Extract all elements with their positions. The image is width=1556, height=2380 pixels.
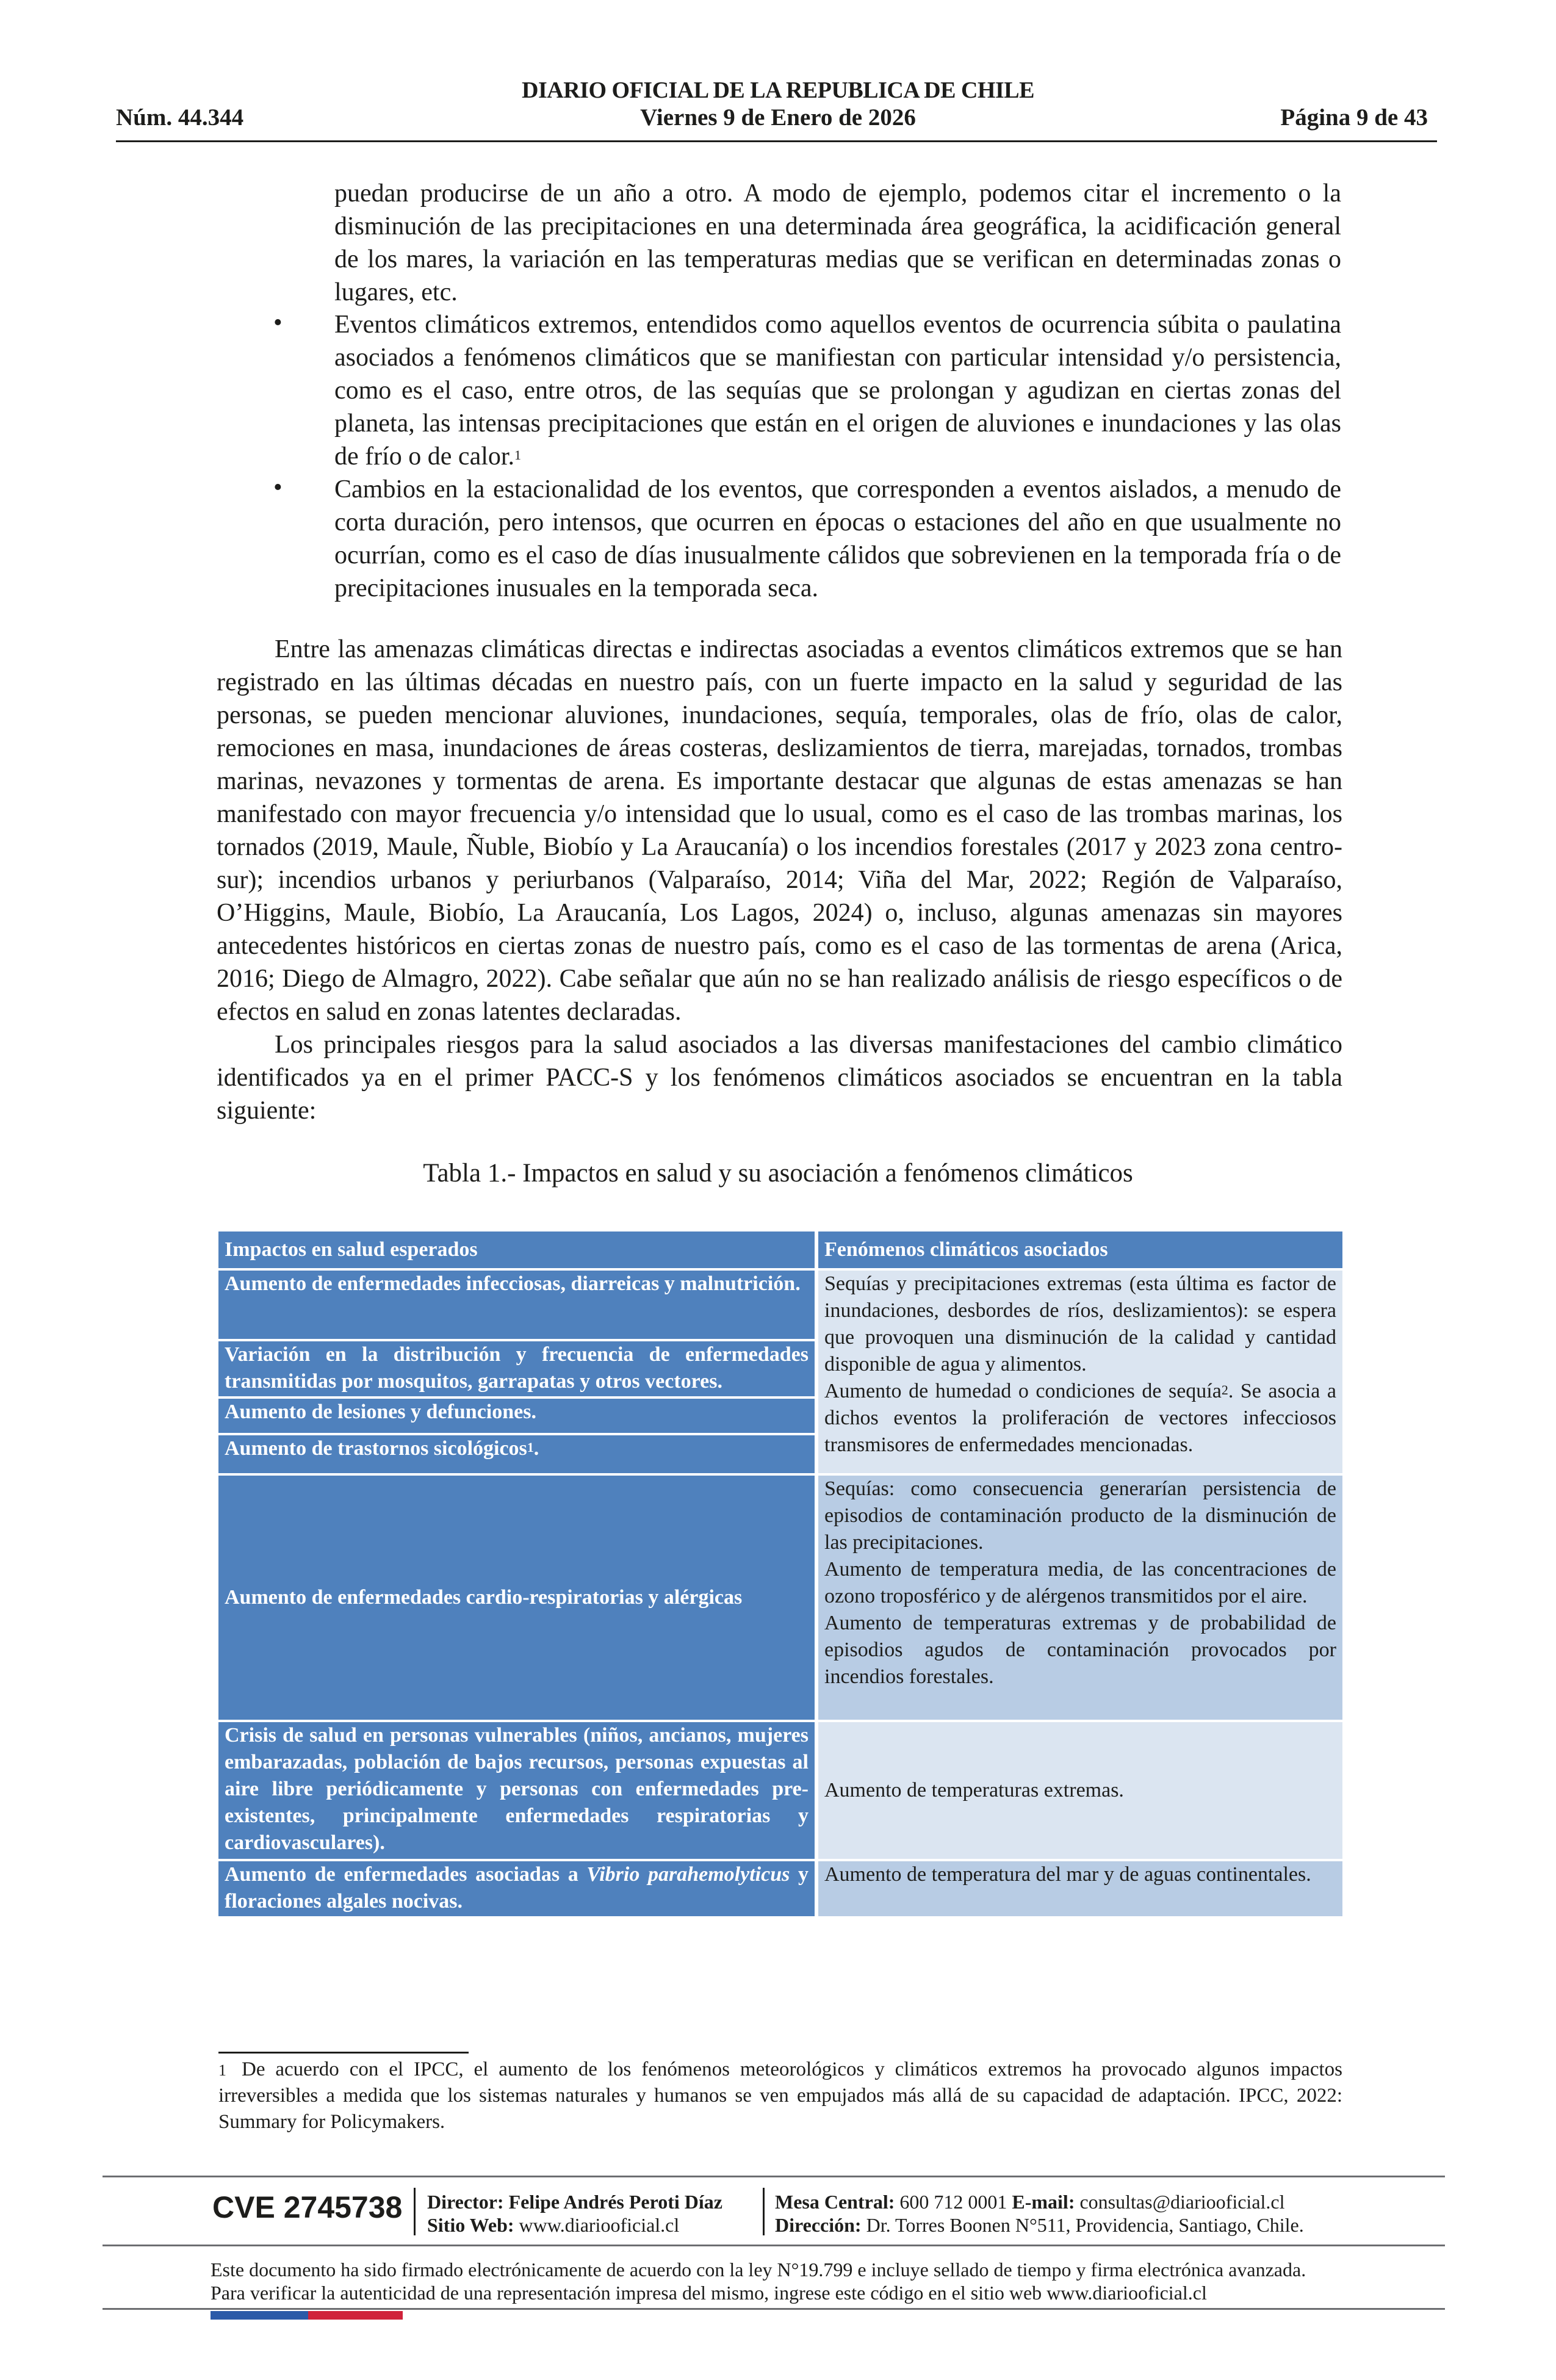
continuation-text: puedan producirse de un año a otro. A modo de ejemplo, podemos citar el incremento o la disminución de las precipitaciones en una determinada área geográfica, la acidificación general de los mares, la variación en las temperaturas medias que se verifican en determinadas zonas o lugares, etc. (334, 179, 1341, 306)
impact-cell: Crisis de salud en personas vulnerables (niños, ancianos, mujeres embarazadas, población de bajos recursos, personas expuestas al aire libre periódicamente y personas con enfermedades pre-existentes, principalmente enfermedades respiratorias y cardiovasculares). (218, 1721, 816, 1860)
phenomena-cell (816, 1474, 1342, 1721)
impact-cell: Aumento de enfermedades infecciosas, diarreicas y malnutrición. (218, 1269, 816, 1340)
impact-cell: Aumento de enfermedades asociadas a Vibrio parahemolyticus y floraciones algales nocivas. (218, 1860, 816, 1916)
body-paragraphs (217, 633, 1342, 1127)
phenomena-cell: Aumento de temperatura del mar y de aguas continentales. (816, 1860, 1342, 1916)
page-number: Página 9 de 43 (1280, 104, 1428, 131)
footer-separator (414, 2188, 416, 2235)
intro-continuation (334, 177, 1341, 309)
email-link[interactable]: consultas@diariooficial.cl (1079, 2191, 1285, 2213)
header-divider (116, 140, 1437, 142)
footer-address: Dirección: Dr. Torres Boonen N°511, Providencia, Santiago, Chile. (775, 2214, 1304, 2236)
flag-stripe-red (308, 2311, 403, 2320)
bullet-text: Eventos climáticos extremos, entendidos como aquellos eventos de ocurrencia súbita o paulatina asociados a fenómenos climáticos que se manifiestan con particular intensidad y/o persistencia, como es el caso, entre otros, de las sequías que se prolongan y agudizan en ciertas zonas del planeta, las intensas precipitaciones que están en el origen de aluviones e inundaciones y las olas de frío o de calor. (334, 311, 1341, 471)
phenomena-text: Aumento de temperaturas extremas y de probabilidad de episodios agudos de contaminación provocados por incendios forestales. (824, 1612, 1336, 1688)
footer-divider (103, 2308, 1445, 2310)
impact-cell: Aumento de trastornos sicológicos$^1$. (218, 1434, 816, 1474)
footnote-mark: 1 (218, 2061, 226, 2079)
publication-title: DIARIO OFICIAL DE LA REPUBLICA DE CHILE (522, 78, 1034, 103)
phenomena-cell (816, 1269, 1342, 1474)
website-link[interactable]: www.diariooficial.cl (519, 2214, 680, 2236)
impacts-table (218, 1231, 1342, 1916)
footer-divider (103, 2245, 1445, 2246)
footer-director: Director: Felipe Andrés Peroti Díaz (427, 2191, 722, 2213)
issue-number: Núm. 44.344 (116, 104, 244, 131)
phenomena-text: Sequías y precipitaciones extremas (esta última es factor de inundaciones, desbordes de ríos, deslizamientos): se espera que provoquen una disminución de la calidad y cantidad disponible de agua y alimentos. (824, 1272, 1336, 1376)
phenomena-cell: Aumento de temperaturas extremas. (816, 1721, 1342, 1860)
footer-legal-notice: Este documento ha sido firmado electrónicamente de acuerdo con la ley N°19.799 e incluye sellado de tiempo y firma electrónica avanzada. Para verificar la autenticidad de una representación impresa del mismo, ingrese este código en el sitio web www.diariooficial.cl (211, 2259, 1306, 2304)
footnote-text: De acuerdo con el IPCC, el aumento de los fenómenos meteorológicos y climáticos extremos ha provocado algunos impactos irreversibles a medida que los sistemas naturales y humanos se ven empujados más allá de su capacidad de adaptación. IPCC, 2022: Summary for Policymakers. (218, 2058, 1342, 2133)
table-row (218, 1860, 1342, 1916)
impact-cell: Aumento de enfermedades cardio-respiratorias y alérgicas (218, 1474, 816, 1721)
phenomena-text: Sequías: como consecuencia generarían persistencia de episodios de contaminación producto de la disminución de las precipitaciones. (824, 1477, 1336, 1554)
footer-separator (763, 2188, 765, 2235)
bullet-marker: • (273, 309, 283, 337)
flag-stripe-blue (211, 2311, 308, 2320)
col-header-phenomena: Fenómenos climáticos asociados (816, 1231, 1342, 1269)
phenomena-text: Aumento de temperatura media, de las concentraciones de ozono troposférico y de alérgenos transmitidos por el aire. (824, 1558, 1336, 1607)
impact-cell: Variación en la distribución y frecuencia de enfermedades transmitidas por mosquitos, garrapatas y otros vectores. (218, 1340, 816, 1397)
paragraph-threats: Entre las amenazas climáticas directas e indirectas asociadas a eventos climáticos extremos que se han registrado en las últimas décadas en nuestro país, con un fuerte impacto en la salud y seguridad de las personas, se pueden mencionar aluviones, inundaciones, sequía, temporales, olas de frío, olas de calor, remociones en masa, inundaciones de áreas costeras, deslizamientos de tierra, marejadas, tornados, trombas marinas, nevazones y tormentas de arena. Es importante destacar que algunas de estas amenazas se han manifestado con mayor frecuencia y/o intensidad que lo usual, como es el caso de las trombas marinas, los tornados (2019, Maule, Ñuble, Biobío y La Araucanía) o los incendios forestales (2017 y 2023 zona centro-sur); incendios urbanos y periurbanos (Valparaíso, 2014; Viña del Mar, 2022; Región de Valparaíso, O’Higgins, Maule, Biobío, La Araucanía, Los Lagos, 2024) o, incluso, algunas amenazas sin mayores antecedentes históricos en ciertas zonas de nuestro país, como es el caso de las tormentas de arena (Arica, 2016; Diego de Almagro, 2022). Cabe señalar que aún no se han realizado análisis de riesgo específicos o de efectos en salud en zonas latentes declaradas. (217, 635, 1342, 1026)
footer-website: Sitio Web: www.diariooficial.cl (427, 2214, 680, 2236)
bullet-item-extreme-events (334, 308, 1341, 473)
bullet-item-seasonality (334, 473, 1341, 605)
table-row (218, 1721, 1342, 1860)
table-header-row (218, 1231, 1342, 1269)
table-row (218, 1269, 1342, 1340)
bullet-text: Cambios en la estacionalidad de los eventos, que corresponden a eventos aislados, a menudo de corta duración, pero intensos, que ocurren en épocas o estaciones del año en que usualmente no ocurrían, como es el caso de días inusualmente cálidos que sobrevienen en la temporada fría o de precipitaciones inusuales en la temporada seca. (334, 475, 1341, 602)
impact-cell: Aumento de lesiones y defunciones. (218, 1397, 816, 1434)
paragraph-risks: Los principales riesgos para la salud asociados a las diversas manifestaciones del cambio climático identificados ya en el primer PACC-S y los fenómenos climáticos asociados se encuentran en la tabla siguiente: (217, 1031, 1342, 1125)
footnote-ref: 2 (1221, 1382, 1228, 1397)
footer-contact: Mesa Central: 600 712 0001 E-mail: consultas@diariooficial.cl (775, 2191, 1285, 2213)
cve-code: CVE 2745738 (212, 2190, 403, 2224)
issue-date: Viernes 9 de Enero de 2026 (640, 104, 916, 131)
footnote-divider (218, 2052, 469, 2054)
bullet-marker: • (273, 474, 283, 502)
footer-divider (103, 2176, 1445, 2177)
footnote-ref: 1 (527, 1440, 534, 1455)
footnote-ref: 1 (514, 447, 522, 463)
phenomena-text: Aumento de humedad o condiciones de sequía$^2$. Se asocia a dichos eventos la proliferación de vectores infecciosos transmisores de enfermedades mencionadas. (824, 1380, 1336, 1456)
col-header-impacts: Impactos en salud esperados (218, 1231, 816, 1269)
table-row (218, 1474, 1342, 1721)
table-caption: Tabla 1.- Impactos en salud y su asociación a fenómenos climáticos (423, 1159, 1133, 1188)
